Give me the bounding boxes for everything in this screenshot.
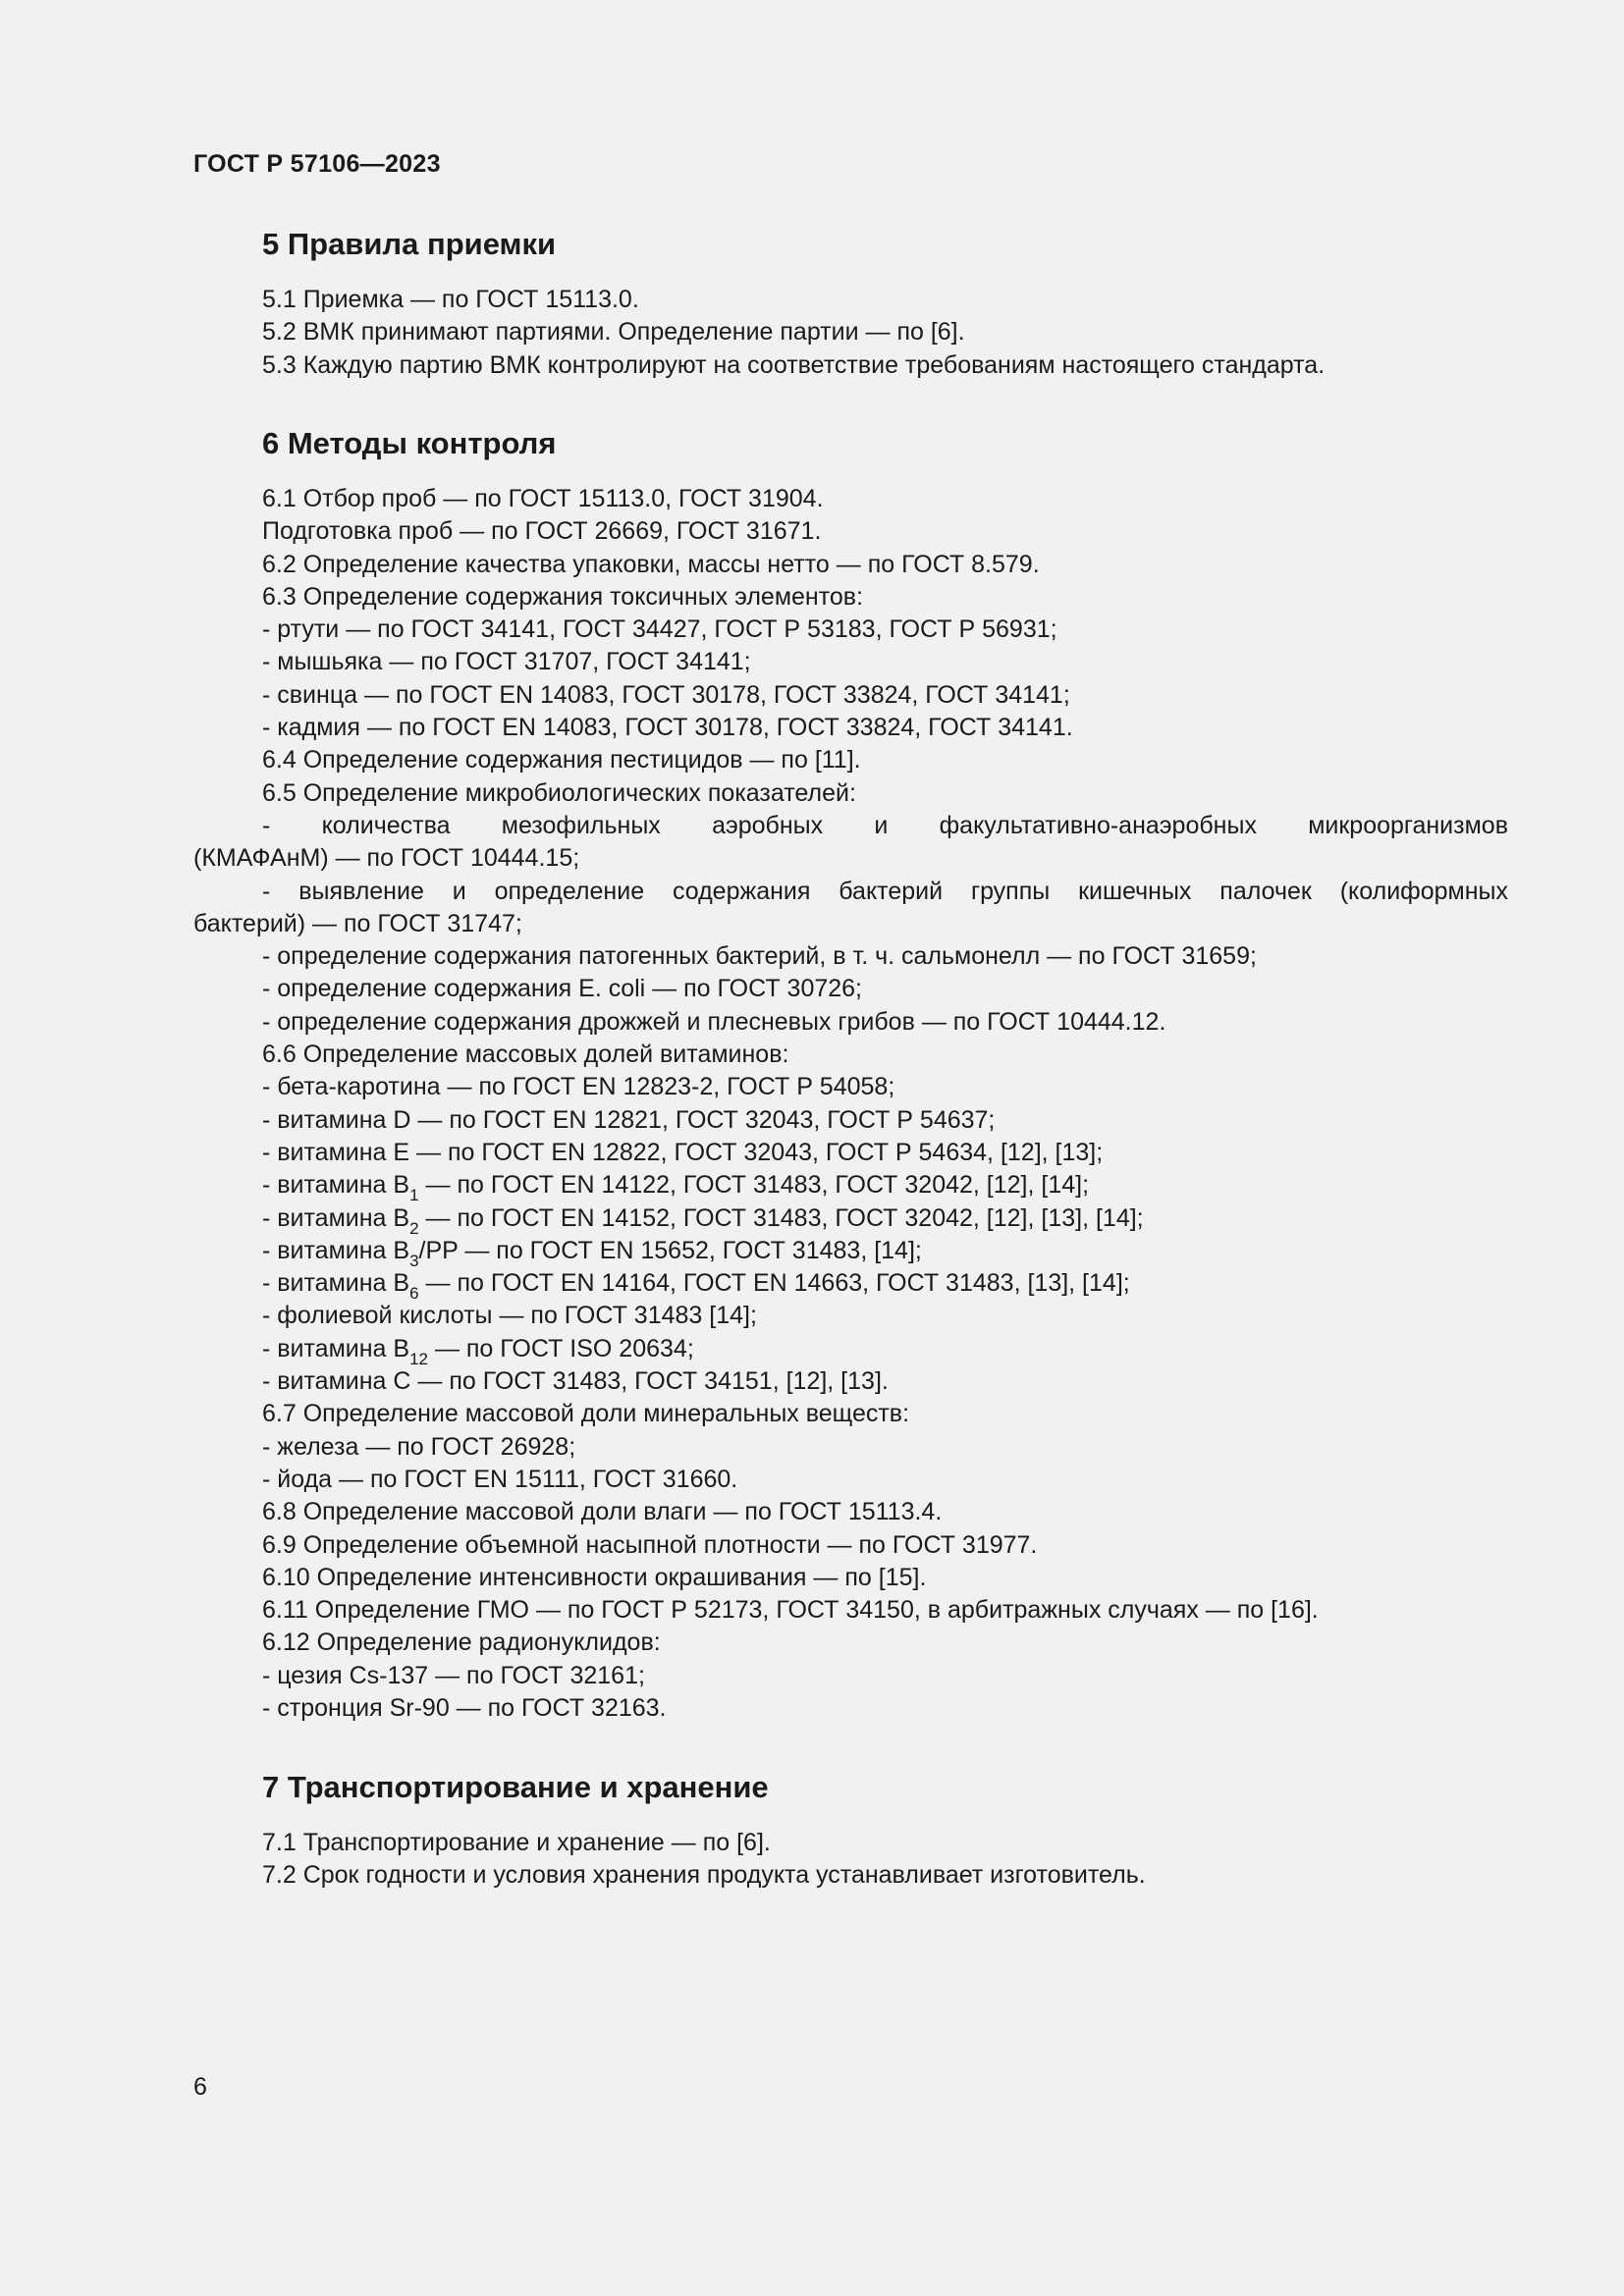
list-item: - мышьяка — по ГОСТ 31707, ГОСТ 34141; <box>262 648 751 676</box>
list-item: - бета-каротина — по ГОСТ EN 12823-2, ГОСТ Р 54058; <box>262 1073 895 1101</box>
subscript: 3 <box>409 1251 419 1270</box>
item-text: - витамина B <box>262 1236 410 1264</box>
list-item: - кадмия — по ГОСТ EN 14083, ГОСТ 30178, ГОСТ 33824, ГОСТ 34141. <box>262 714 1073 742</box>
item-text: - витамина B <box>262 1171 410 1200</box>
clause-6-5: 6.5 Определение микробиологических показателей: <box>262 778 856 807</box>
list-item: - свинца — по ГОСТ EN 14083, ГОСТ 30178, ГОСТ 33824, ГОСТ 34141; <box>262 680 1070 709</box>
clause-6-6: 6.6 Определение массовых долей витаминов: <box>262 1041 789 1069</box>
item-text: - витамина B <box>262 1269 410 1298</box>
section-6 <box>193 424 1508 1725</box>
subscript: 2 <box>409 1218 419 1238</box>
list-item: - определение содержания патогенных бактерий, в т. ч. сальмонелл — по ГОСТ 31659; <box>262 942 1257 971</box>
section-5 <box>193 225 1508 382</box>
item-text: — по ГОСТ EN 14152, ГОСТ 31483, ГОСТ 32042, [12], [13], [14]; <box>418 1203 1144 1232</box>
list-item: - ртути — по ГОСТ 34141, ГОСТ 34427, ГОСТ Р 53183, ГОСТ Р 56931; <box>262 615 1057 644</box>
list-item-continuation: (КМАФАнМ) — по ГОСТ 10444.15; <box>193 844 580 873</box>
list-item-continuation: бактерий) — по ГОСТ 31747; <box>193 909 522 937</box>
clause-6-7: 6.7 Определение массовой доли минеральных веществ: <box>262 1400 910 1428</box>
document-code: ГОСТ Р 57106—2023 <box>193 150 441 178</box>
item-text: /PP — по ГОСТ EN 15652, ГОСТ 31483, [14]; <box>418 1236 922 1264</box>
item-text: — по ГОСТ EN 14122, ГОСТ 31483, ГОСТ 32042, [12], [14]; <box>418 1171 1090 1200</box>
section-6-body <box>193 483 1508 1725</box>
list-item: - цезия Cs-137 — по ГОСТ 32161; <box>262 1661 645 1689</box>
clause-5-3: 5.3 Каждую партию ВМК контролируют на соответствие требованиям настоящего стандарта. <box>262 350 1326 379</box>
page-number: 6 <box>193 2073 207 2101</box>
section-5-title: 5 Правила приемки <box>262 227 557 261</box>
subscript: 1 <box>409 1186 419 1205</box>
list-item: - фолиевой кислоты — по ГОСТ 31483 [14]; <box>262 1302 757 1330</box>
list-item: - витамина E — по ГОСТ EN 12822, ГОСТ 32043, ГОСТ Р 54634, [12], [13]; <box>262 1138 1104 1166</box>
clause-6-11: 6.11 Определение ГМО — по ГОСТ Р 52173, ГОСТ 34150, в арбитражных случаях — по [16]. <box>262 1596 1319 1625</box>
clause-6-8: 6.8 Определение массовой доли влаги — по ГОСТ 15113.4. <box>262 1498 943 1526</box>
section-7 <box>193 1768 1508 1893</box>
list-item: - витамина D — по ГОСТ EN 12821, ГОСТ 32043, ГОСТ Р 54637; <box>262 1105 996 1134</box>
clause-6-3: 6.3 Определение содержания токсичных элементов: <box>262 582 864 611</box>
list-item <box>193 1333 1508 1368</box>
list-item: - железа — по ГОСТ 26928; <box>262 1432 576 1461</box>
section-6-title: 6 Методы контроля <box>262 426 557 460</box>
list-item <box>193 1202 1508 1238</box>
list-item: - стронция Sr-90 — по ГОСТ 32163. <box>262 1693 667 1722</box>
item-text: - витамина B <box>262 1203 410 1232</box>
section-7-title: 7 Транспортирование и хранение <box>262 1770 769 1804</box>
clause-7-1: 7.1 Транспортирование и хранение — по [6]. <box>262 1829 771 1856</box>
list-item <box>193 1267 1508 1304</box>
list-item: - йода — по ГОСТ EN 15111, ГОСТ 31660. <box>262 1465 738 1493</box>
list-item: - определение содержания E. coli — по ГОСТ 30726; <box>262 975 862 1003</box>
clause-6-2: 6.2 Определение качества упаковки, массы нетто — по ГОСТ 8.579. <box>262 550 1040 578</box>
item-text: - витамина B <box>262 1334 410 1362</box>
clause-6-10: 6.10 Определение интенсивности окрашивания — по [15]. <box>262 1563 927 1591</box>
clause-5-1: 5.1 Приемка — по ГОСТ 15113.0. <box>262 286 639 313</box>
list-item: - витамина C — по ГОСТ 31483, ГОСТ 34151, [12], [13]. <box>262 1367 889 1396</box>
clause-5-2: 5.2 ВМК принимают партиями. Определение партии — по [6]. <box>262 318 965 347</box>
clause-6-1-prep: Подготовка проб — по ГОСТ 26669, ГОСТ 31671. <box>262 517 822 546</box>
list-item: - выявление и определение содержания бактерий группы кишечных палочек (колиформных <box>262 877 1508 905</box>
list-item: - определение содержания дрожжей и плесневых грибов — по ГОСТ 10444.12. <box>262 1007 1166 1036</box>
list-item: - количества мезофильных аэробных и факультативно-анаэробных микроорганизмов <box>262 811 1508 839</box>
subscript: 6 <box>409 1284 419 1304</box>
clause-7-2: 7.2 Срок годности и условия хранения продукта устанавливает изготовитель. <box>262 1861 1146 1890</box>
item-text: — по ГОСТ EN 14164, ГОСТ EN 14663, ГОСТ 31483, [13], [14]; <box>418 1269 1130 1298</box>
list-item <box>193 1169 1508 1205</box>
clause-6-4: 6.4 Определение содержания пестицидов — по [11]. <box>262 746 861 774</box>
clause-6-12: 6.12 Определение радионуклидов: <box>262 1629 661 1657</box>
item-text: — по ГОСТ ISO 20634; <box>428 1334 694 1362</box>
subscript: 12 <box>409 1349 428 1368</box>
section-7-body <box>193 1827 1508 1893</box>
clause-6-9: 6.9 Определение объемной насыпной плотности — по ГОСТ 31977. <box>262 1530 1038 1559</box>
list-item <box>193 1235 1508 1270</box>
clause-6-1: 6.1 Отбор проб — по ГОСТ 15113.0, ГОСТ 31904. <box>262 485 824 512</box>
section-5-body <box>193 284 1508 382</box>
